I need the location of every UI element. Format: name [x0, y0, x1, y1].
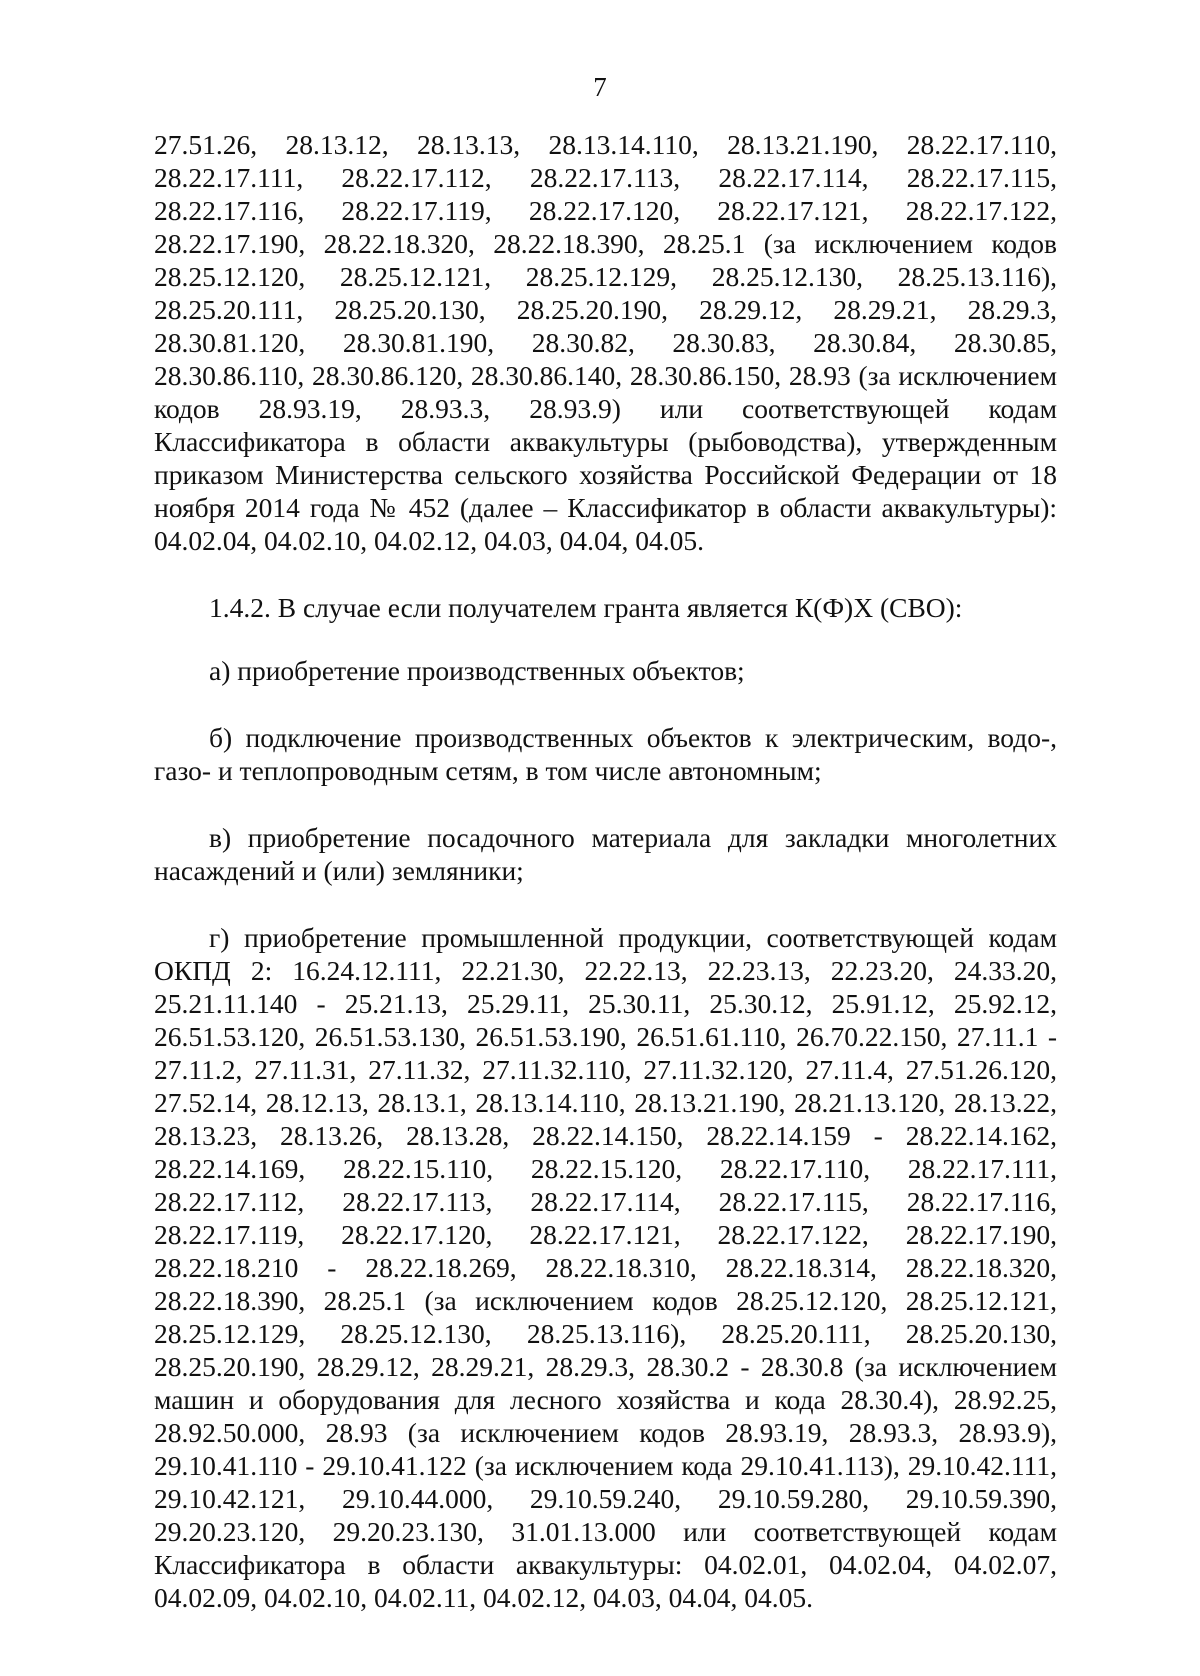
paragraph-item-a: а) приобретение производственных объектов; [209, 655, 745, 686]
document-body [154, 128, 1057, 1614]
paragraph-item-b: б) подключение производственных объектов к электрическим, водо-, газо- и теплопроводным сетям, в том числе автономным; [154, 722, 1057, 786]
paragraph-codes-continuation: 27.51.26, 28.13.12, 28.13.13, 28.13.14.110, 28.13.21.190, 28.22.17.110, 28.22.17.111, 28.22.17.112, 28.22.17.113, 28.22.17.114, 28.22.17.115, 28.22.17.116, 28.22.17.119, 28.22.17.120, 28.22.17.121, 28.22.17.122, 28.22.17.190, 28.22.18.320, 28.22.18.390, 28.25.1 (за исключением кодов 28.25.12.120, 28.25.12.121, 28.25.12.129, 28.25.12.130, 28.25.13.116), 28.25.20.111, 28.25.20.130, 28.25.20.190, 28.29.12, 28.29.21, 28.29.3, 28.30.81.120, 28.30.81.190, 28.30.82, 28.30.83, 28.30.84, 28.30.85, 28.30.86.110, 28.30.86.120, 28.30.86.140, 28.30.86.150, 28.93 (за исключением кодов 28.93.19, 28.93.3, 28.93.9) или соответствующей кодам Классификатора в области аквакультуры (рыбоводства), утвержденным приказом Министерства сельского хозяйства Российской Федерации от 18 ноября 2014 года № 452 (далее – Классификатор в области аквакультуры): 04.02.04, 04.02.10, 04.02.12, 04.03, 04.04, 04.05. [154, 129, 1057, 556]
paragraph-1-4-2-heading: 1.4.2. В случае если получателем гранта является К(Ф)Х (СВО): [209, 592, 963, 623]
paragraph-item-g: г) приобретение промышленной продукции, соответствующей кодам ОКПД 2: 16.24.12.111, 22.21.30, 22.22.13, 22.23.13, 22.23.20, 24.33.20, 25.21.11.140 - 25.21.13, 25.29.11, 25.30.11, 25.30.12, 25.91.12, 25.92.12, 26.51.53.120, 26.51.53.130, 26.51.53.190, 26.51.61.110, 26.70.22.150, 27.11.1 - 27.11.2, 27.11.31, 27.11.32, 27.11.32.110, 27.11.32.120, 27.11.4, 27.51.26.120, 27.52.14, 28.12.13, 28.13.1, 28.13.14.110, 28.13.21.190, 28.21.13.120, 28.13.22, 28.13.23, 28.13.26, 28.13.28, 28.22.14.150, 28.22.14.159 - 28.22.14.162, 28.22.14.169, 28.22.15.110, 28.22.15.120, 28.22.17.110, 28.22.17.111, 28.22.17.112, 28.22.17.113, 28.22.17.114, 28.22.17.115, 28.22.17.116, 28.22.17.119, 28.22.17.120, 28.22.17.121, 28.22.17.122, 28.22.17.190, 28.22.18.210 - 28.22.18.269, 28.22.18.310, 28.22.18.314, 28.22.18.320, 28.22.18.390, 28.25.1 (за исключением кодов 28.25.12.120, 28.25.12.121, 28.25.12.129, 28.25.12.130, 28.25.13.116), 28.25.20.111, 28.25.20.130, 28.25.20.190, 28.29.12, 28.29.21, 28.29.3, 28.30.2 - 28.30.8 (за исключением машин и оборудования для лесного хозяйства и кода 28.30.4), 28.92.25, 28.92.50.000, 28.93 (за исключением кодов 28.93.19, 28.93.3, 28.93.9), 29.10.41.110 - 29.10.41.122 (за исключением кода 29.10.41.113), 29.10.42.111, 29.10.42.121, 29.10.44.000, 29.10.59.240, 29.10.59.280, 29.10.59.390, 29.20.23.120, 29.20.23.130, 31.01.13.000 или соответствующей кодам Классификатора в области аквакультуры: 04.02.01, 04.02.04, 04.02.07, 04.02.09, 04.02.10, 04.02.11, 04.02.12, 04.03, 04.04, 04.05. [154, 922, 1057, 1613]
page-number: 7 [593, 72, 607, 102]
paragraph-item-v: в) приобретение посадочного материала для закладки многолетних насаждений и (или) земляники; [154, 822, 1057, 886]
